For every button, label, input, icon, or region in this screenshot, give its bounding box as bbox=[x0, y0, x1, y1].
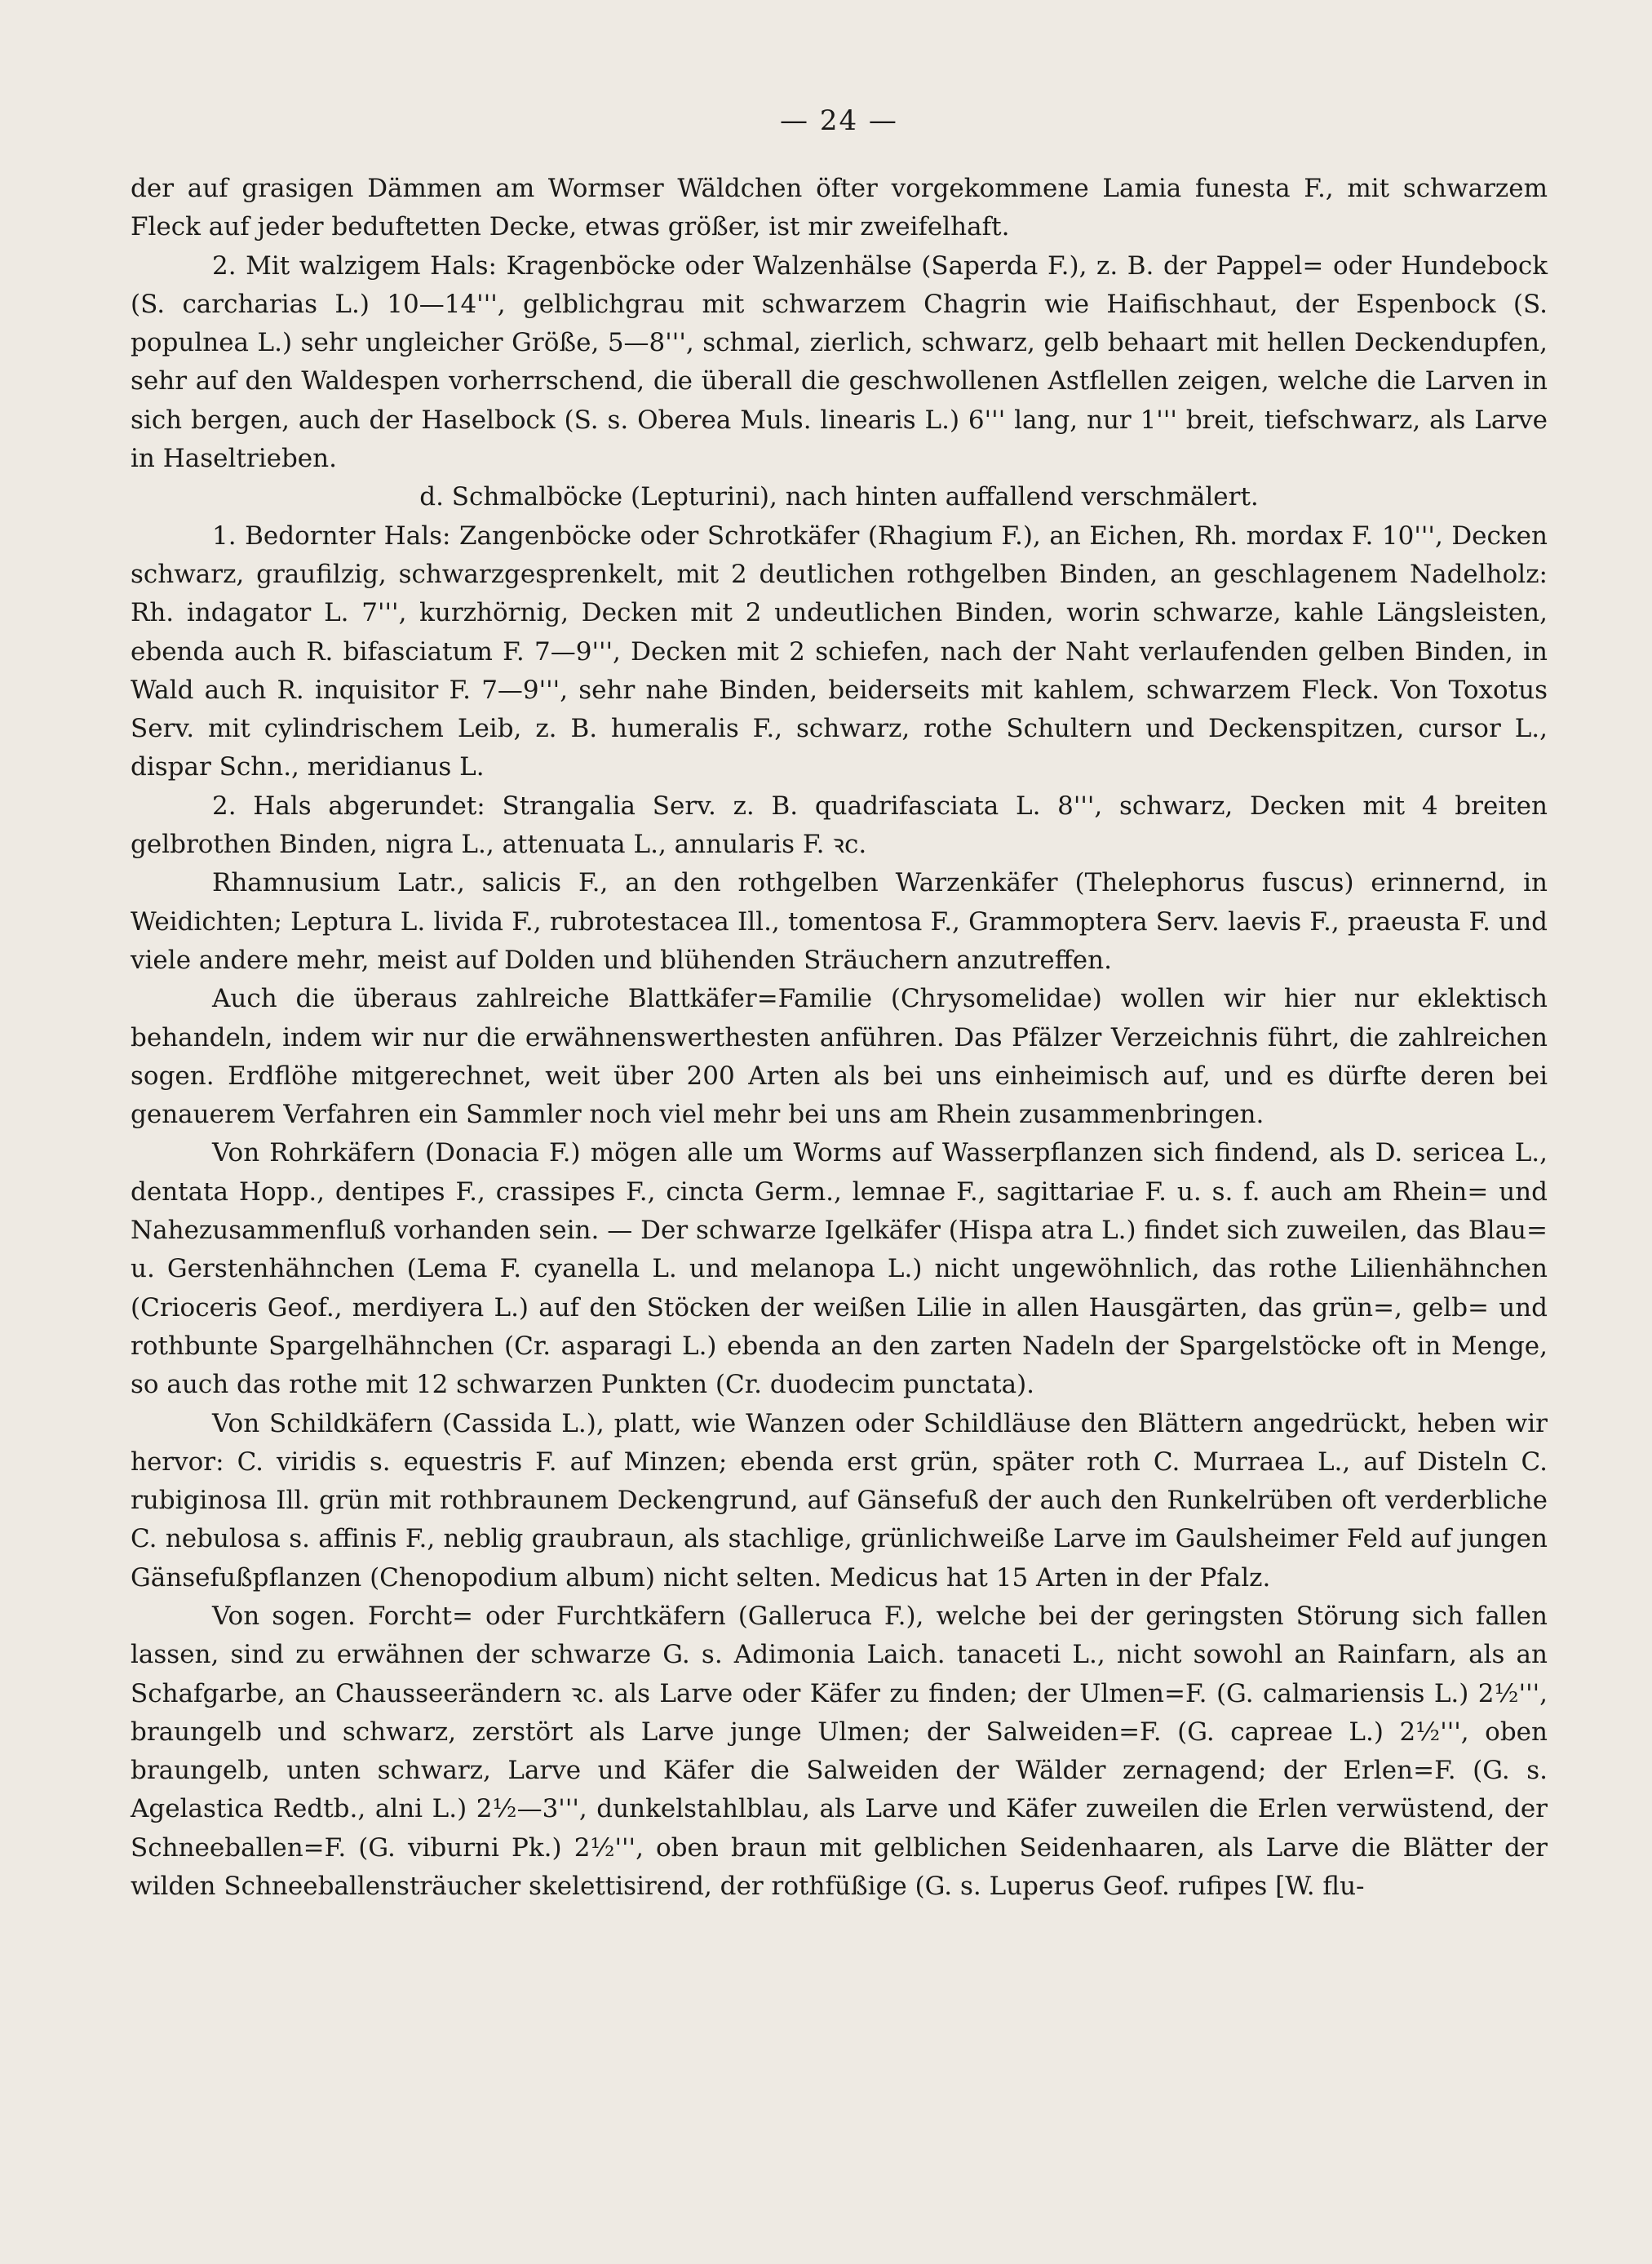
body-text bbox=[131, 170, 1548, 1906]
paragraph-10: Von sogen. Forcht= oder Furchtkäfern (Galleruca F.), welche bei der geringsten Störung sich fallen lassen, sind zu erwähnen der schwarze G. s. Adimonia Laich. tanaceti L., nicht sowohl an Rainfarn, als an Schafgarbe, an Chausseerändern ꝛc. als Larve oder Käfer zu finden; der Ulmen=F. (G. calmariensis L.) 2½''', braungelb und schwarz, zerstört als Larve junge Ulmen; der Salweiden=F. (G. capreae L.) 2½''', oben braungelb, unten schwarz, Larve und Käfer die Salweiden der Wälder zernagend; der Erlen=F. (G. s. Agelastica Redtb., alni L.) 2½—3''', dunkelstahlblau, als Larve und Käfer zuweilen die Erlen verwüstend, der Schneeballen=F. (G. viburni Pk.) 2½''', oben braun mit gelblichen Seidenhaaren, als Larve die Blätter der wilden Schneeballensträucher skelettisirend, der rothfüßige (G. s. Luperus Geof. rufipes [W. flu- bbox=[131, 1601, 1548, 1902]
paragraph-6: Rhamnusium Latr., salicis F., an den rothgelben Warzenkäfer (Thelephorus fuscus) erinnernd, in Weidichten; Leptura L. livida F., rubrotestacea Ill., tomentosa F., Grammoptera Serv. laevis F., praeusta F. und viele andere mehr, meist auf Dolden und blühenden Sträuchern anzutreffen. bbox=[131, 868, 1548, 975]
paragraph-8: Von Rohrkäfern (Donacia F.) mögen alle um Worms auf Wasserpflanzen sich findend, als D. sericea L., dentata Hopp., dentipes F., crassipes F., cincta Germ., lemnae F., sagittariae F. u. s. f. auch am Rhein= und Nahezusammenfluß vorhanden sein. — Der schwarze Igelkäfer (Hispa atra L.) findet sich zuweilen, das Blau= u. Gerstenhähnchen (Lema F. cyanella L. und melanopa L.) nicht ungewöhnlich, das rothe Lilienhähnchen (Crioceris Geof., merdiyera L.) auf den Stöcken der weißen Lilie in allen Hausgärten, das grün=, gelb= und rothbunte Spargelhähnchen (Cr. asparagi L.) ebenda an den zarten Nadeln der Spargelstöcke oft in Menge, so auch das rothe mit 12 schwarzen Punkten (Cr. duodecim punctata). bbox=[131, 1138, 1548, 1400]
section-heading-d: d. Schmalböcke (Lepturini), nach hinten auffallend verschmälert. bbox=[419, 482, 1259, 512]
paragraph-9: Von Schildkäfern (Cassida L.), platt, wie Wanzen oder Schildläuse den Blättern angedrückt, heben wir hervor: C. viridis s. equestris F. auf Minzen; ebenda erst grün, später roth C. Murraea L., auf Disteln C. rubiginosa Ill. grün mit rothbraunem Deckengrund, auf Gänsefuß der auch den Runkelrüben oft verderbliche C. nebulosa s. affinis F., neblig graubraun, als stachlige, grünlichweiße Larve im Gaulsheimer Feld auf jungen Gänsefußpflanzen (Chenopodium album) nicht selten. Medicus hat 15 Arten in der Pfalz. bbox=[131, 1408, 1548, 1593]
paragraph-1: der auf grasigen Dämmen am Wormser Wäldchen öfter vorgekommene Lamia funesta F., mit schwarzem Fleck auf jeder beduftetten Decke, etwas größer, ist mir zweifelhaft. bbox=[131, 174, 1548, 242]
paragraph-5: 2. Hals abgerundet: Strangalia Serv. z. B. quadrifasciata L. 8''', schwarz, Decken mit 4 breiten gelbrothen Binden, nigra L., attenuata L., annularis F. ꝛc. bbox=[131, 791, 1548, 860]
page-number: — 24 — bbox=[780, 104, 898, 137]
paragraph-7: Auch die überaus zahlreiche Blattkäfer=Familie (Chrysomelidae) wollen wir hier nur eklektisch behandeln, indem wir nur die erwähnenswerthesten anführen. Das Pfälzer Verzeichnis führt, die zahlreichen sogen. Erdflöhe mitgerechnet, weit über 200 Arten als bei uns einheimisch auf, und es dürfte deren bei genauerem Verfahren ein Sammler noch viel mehr bei uns am Rhein zusammenbringen. bbox=[131, 984, 1548, 1130]
paragraph-4: 1. Bedornter Hals: Zangenböcke oder Schrotkäfer (Rhagium F.), an Eichen, Rh. mordax F. 10''', Decken schwarz, graufilzig, schwarzgesprenkelt, mit 2 deutlichen rothgelben Binden, an geschlagenem Nadelholz: Rh. indagator L. 7''', kurzhörnig, Decken mit 2 undeutlichen Binden, worin schwarze, kahle Längsleisten, ebenda auch R. bifasciatum F. 7—9''', Decken mit 2 schiefen, nach der Naht verlaufenden gelben Binden, in Wald auch R. inquisitor F. 7—9''', sehr nahe Binden, beiderseits mit kahlem, schwarzem Fleck. Von Toxotus Serv. mit cylindrischem Leib, z. B. humeralis F., schwarz, rothe Schultern und Deckenspitzen, cursor L., dispar Schn., meridianus L. bbox=[131, 521, 1548, 782]
paragraph-2: 2. Mit walzigem Hals: Kragenböcke oder Walzenhälse (Saperda F.), z. B. der Pappel= oder Hundebock (S. carcharias L.) 10—14''', gelblichgrau mit schwarzem Chagrin wie Haifischhaut, der Espenbock (S. populnea L.) sehr ungleicher Größe, 5—8''', schmal, zierlich, schwarz, gelb behaart mit hellen Deckendupfen, sehr auf den Waldespen vorherrschend, die überall die geschwollenen Astflellen zeigen, welche die Larven in sich bergen, auch der Haselbock (S. s. Oberea Muls. linearis L.) 6''' lang, nur 1''' breit, tiefschwarz, als Larve in Haseltrieben. bbox=[131, 250, 1548, 474]
